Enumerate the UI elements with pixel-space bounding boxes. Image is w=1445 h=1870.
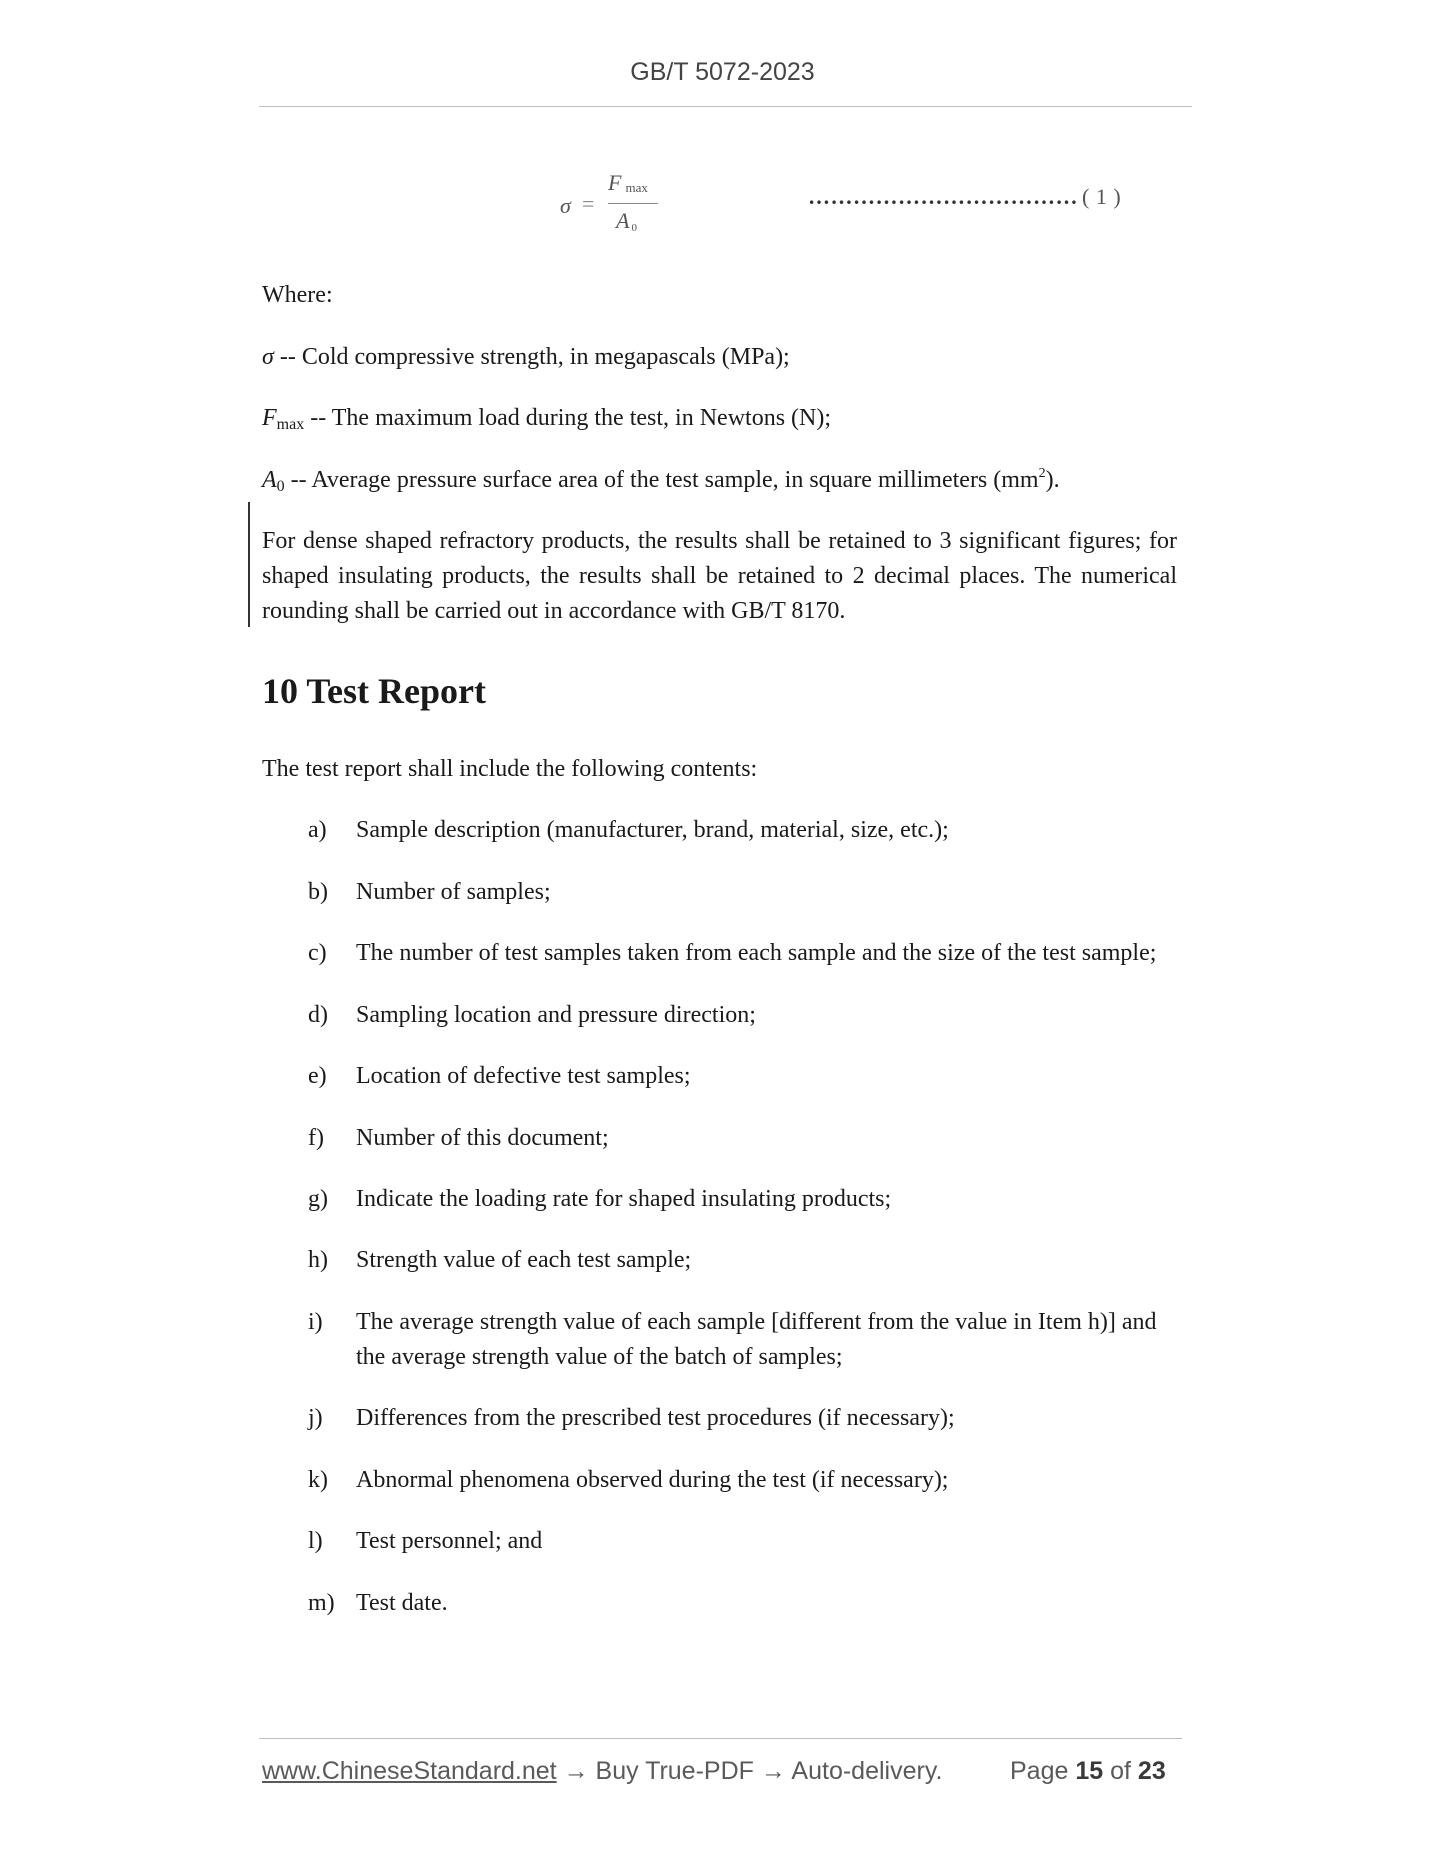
arrow-right-icon: → [753, 1757, 792, 1785]
definition-symbol: F [262, 405, 277, 431]
equation-number [808, 184, 1178, 210]
rounding-paragraph: For dense shaped refractory products, the results shall be retained to 3 significant figures; for shaped insulating products, the results shall be retained to 2 decimal places. The numerical rounding shall be carried out in accordance with GB/T 8170. [262, 528, 1177, 624]
current-page-number: 15 [1075, 1757, 1104, 1785]
footer-delivery-text: Auto-delivery. [791, 1757, 943, 1785]
footer-promo [262, 1757, 942, 1786]
equation-number-label: ( 1 ) [1082, 184, 1122, 209]
formula-equals: = [582, 191, 595, 216]
definition-symbol: σ [262, 344, 274, 370]
section-intro: The test report shall include the following contents: [262, 756, 758, 782]
page-indicator: Page 15 of 23 [1010, 1757, 1166, 1785]
definition-sigma: σ -- Cold compressive strength, in megapascals (MPa); [262, 344, 790, 370]
arrow-right-icon: → [556, 1757, 596, 1785]
where-label: Where: [262, 282, 333, 308]
revision-change-bar [248, 502, 250, 627]
definition-symbol: A [262, 467, 277, 493]
footer-buy-text: Buy True-PDF [595, 1757, 754, 1785]
footer-site-link[interactable]: www.ChineseStandard.net [262, 1757, 557, 1785]
formula-numerator: F $_{max}$ [608, 170, 648, 195]
page-header-title: GB/T 5072-2023 [630, 58, 815, 86]
section-heading: 10 Test Report [262, 671, 486, 711]
equation-1 [560, 170, 680, 240]
formula-lhs: σ [560, 193, 571, 218]
definition-fmax: $F_{max}$ -- The maximum load during the test, in Newtons (N); [262, 405, 832, 433]
footer-rule [259, 1738, 1182, 1739]
fraction-bar [608, 203, 658, 204]
definition-a0: $A_0$ -- Average pressure surface area of the test sample, in square millimeters $(mm^2)$. [262, 466, 1060, 495]
header-rule [259, 106, 1192, 107]
equation-leader-dots: ……………………………… [808, 184, 1078, 209]
total-pages-number: 23 [1137, 1757, 1166, 1785]
formula-denominator: A $_0$ [616, 208, 637, 234]
